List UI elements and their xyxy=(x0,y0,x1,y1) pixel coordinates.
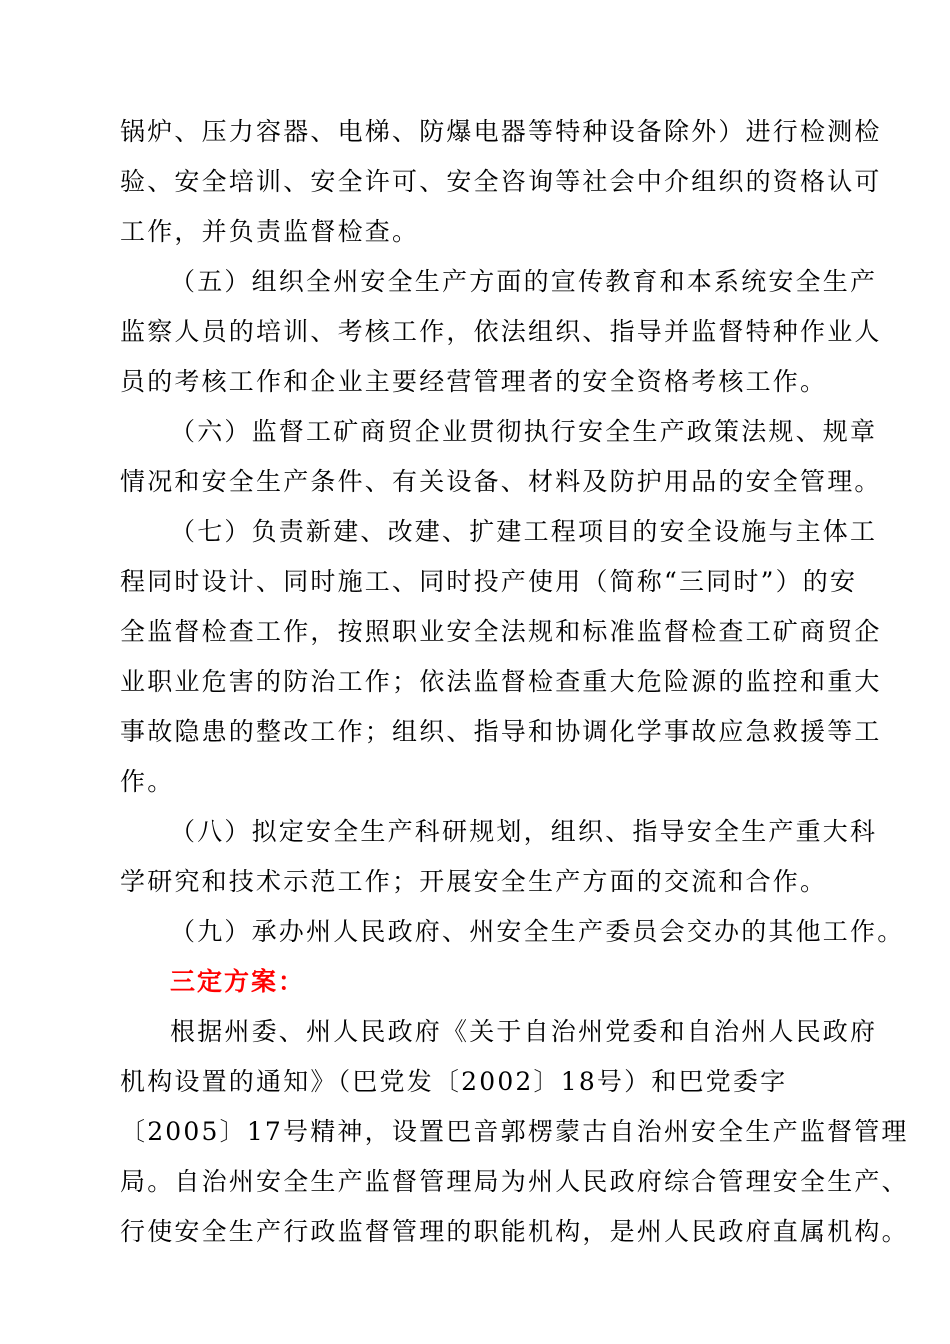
text-line: 事故隐患的整改工作；组织、指导和协调化学事故应急救援等工 xyxy=(120,717,882,746)
text-line: 情况和安全生产条件、有关设备、材料及防护用品的安全管理。 xyxy=(120,467,882,496)
text-line: 程同时设计、同时施工、同时投产使用（简称“三同时”）的安 xyxy=(120,567,858,596)
text-line: 〔2005〕17号精神，设置巴音郭楞蒙古自治州安全生产监督管理 xyxy=(120,1117,909,1146)
paragraph-five-start: （五）组织全州安全生产方面的宣传教育和本系统安全生产 xyxy=(170,267,878,296)
text-line: 业职业危害的防治工作；依法监督检查重大危险源的监控和重大 xyxy=(120,667,882,696)
text-line: 机构设置的通知》（巴党发〔2002〕18号）和巴党委字 xyxy=(120,1067,788,1096)
paragraph-plan-start: 根据州委、州人民政府《关于自治州党委和自治州人民政府 xyxy=(170,1017,878,1046)
text-line: 员的考核工作和企业主要经营管理者的安全资格考核工作。 xyxy=(120,367,828,396)
paragraph-seven-start: （七）负责新建、改建、扩建工程项目的安全设施与主体工 xyxy=(170,517,878,546)
text-line: 全监督检查工作，按照职业安全法规和标准监督检查工矿商贸企 xyxy=(120,617,882,646)
text-line: 监察人员的培训、考核工作，依法组织、指导并监督特种作业人 xyxy=(120,317,882,346)
paragraph-nine: （九）承办州人民政府、州安全生产委员会交办的其他工作。 xyxy=(170,917,905,946)
text-line: 作。 xyxy=(120,767,175,796)
paragraph-six-start: （六）监督工矿商贸企业贯彻执行安全生产政策法规、规章 xyxy=(170,417,878,446)
text-line: 工作，并负责监督检查。 xyxy=(120,217,420,246)
text-line: 学研究和技术示范工作；开展安全生产方面的交流和合作。 xyxy=(120,867,828,896)
text-line: 锅炉、压力容器、电梯、防爆电器等特种设备除外）进行检测检 xyxy=(120,117,882,146)
text-line: 局。自治州安全生产监督管理局为州人民政府综合管理安全生产、 xyxy=(120,1167,909,1196)
text-line: 验、安全培训、安全许可、安全咨询等社会中介组织的资格认可 xyxy=(120,167,882,196)
paragraph-eight-start: （八）拟定安全生产科研规划，组织、指导安全生产重大科 xyxy=(170,817,878,846)
section-heading: 三定方案： xyxy=(170,967,306,996)
text-line: 行使安全生产行政监督管理的职能机构，是州人民政府直属机构。 xyxy=(120,1217,909,1246)
